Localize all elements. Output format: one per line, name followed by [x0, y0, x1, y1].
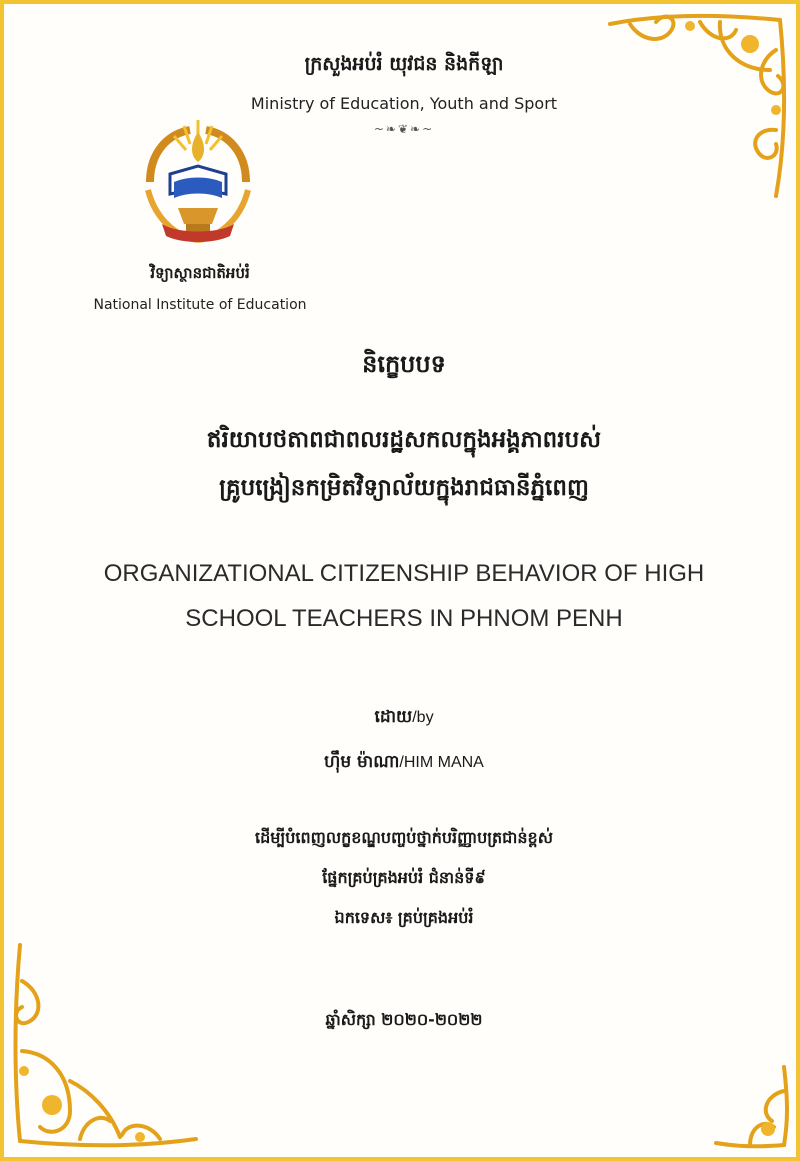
- title-english-line-2: SCHOOL TEACHERS IN PHNOM PENH: [185, 605, 623, 632]
- academic-year: ឆ្នាំសិក្សា ២០២០-២០២២: [325, 1010, 483, 1029]
- corner-ornament-bottom-right: [710, 1061, 790, 1151]
- purpose-line-3: ឯកទេស៖ គ្រប់គ្រងអប់រំ: [334, 908, 474, 927]
- by-label-khmer: ដោយ: [374, 707, 413, 727]
- by-label-english: /by: [412, 709, 434, 726]
- institute-name-khmer: វិទ្យាស្ថានជាតិអប់រំ: [150, 264, 250, 282]
- author-name-english: /HIM MANA: [399, 754, 484, 771]
- institute-emblem-logo: [128, 112, 268, 252]
- title-english-line-1: ORGANIZATIONAL CITIZENSHIP BEHAVIOR OF HIGH: [103, 560, 705, 587]
- ministry-name-khmer: ក្រសួងអប់រំ យុវជន និងកីឡា: [304, 53, 504, 75]
- document-type: និក្ខេបបទ: [362, 350, 446, 378]
- author-name-khmer: ហ៊ឹម ម៉ាណា: [324, 752, 400, 772]
- header-ornament-divider: ~❧❦❧~: [373, 122, 435, 136]
- title-khmer-line-1: ឥរិយាបថតាពជាពលរដ្ឋសកលក្នុងអង្គភាពរបស់: [206, 427, 602, 453]
- purpose-line-2: ផ្នែកគ្រប់គ្រងអប់រំ ជំនាន់ទី៩: [322, 868, 486, 887]
- purpose-line-1: ដើម្បីបំពេញលក្ខខណ្ឌបញ្ចប់ថ្នាក់បរិញ្ញាបត្រជាន់ខ្ពស់: [255, 828, 553, 847]
- author-line: [4, 751, 800, 776]
- institute-name-english: National Institute of Education: [93, 297, 307, 313]
- corner-ornament-bottom-left: [10, 941, 200, 1151]
- ministry-name-english: Ministry of Education, Youth and Sport: [250, 94, 558, 113]
- title-khmer-line-2: គ្រូបង្រៀនកម្រិតវិទ្យាល័យក្នុងរាជធានីភ្នំពេញ: [219, 475, 589, 501]
- by-line: [4, 706, 800, 731]
